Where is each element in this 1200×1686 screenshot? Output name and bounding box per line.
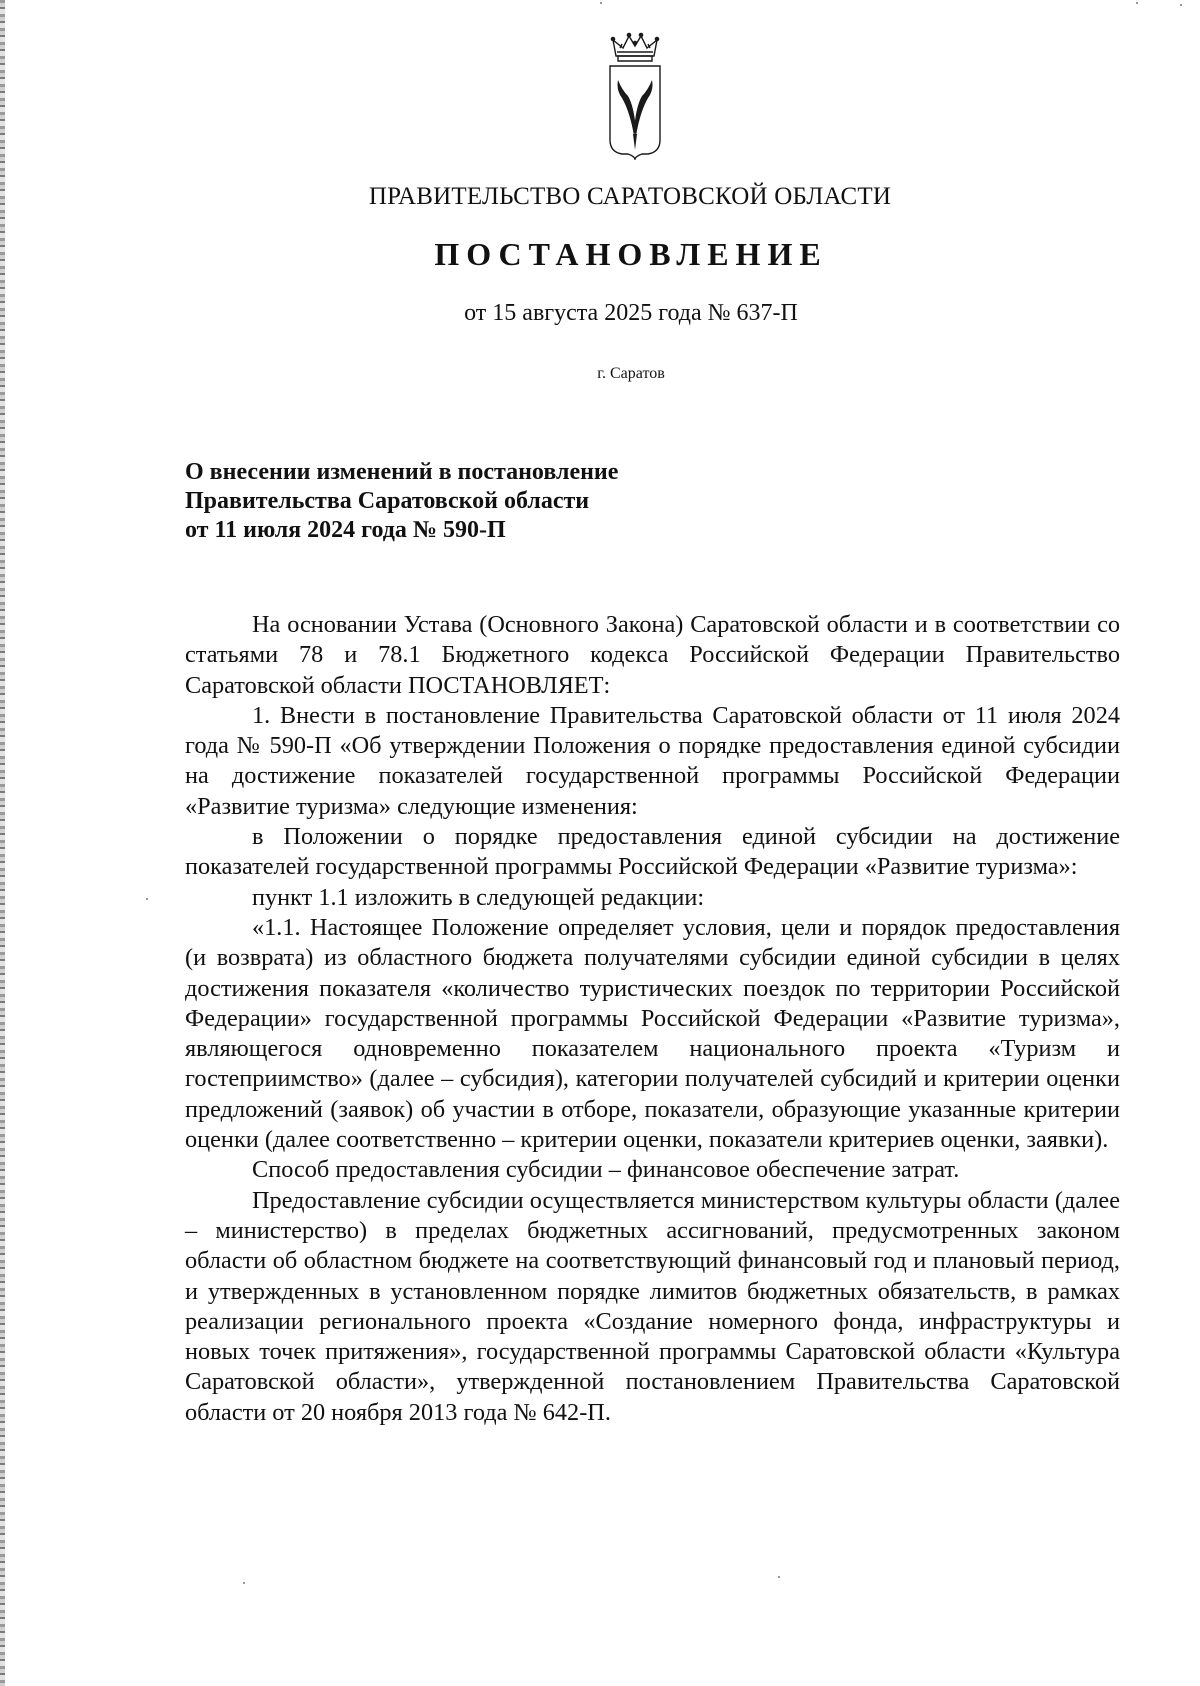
document-type: ПОСТАНОВЛЕНИЕ [434, 236, 828, 272]
document-subject [185, 458, 745, 545]
body-paragraph: «1.1. Настоящее Положение определяет условия, цели и порядок предоставления (и возврата) из областного бюджета получателями субсидии единой субсидии в целях достижения показателя «количество туристических поездок по территории Российской Федерации» государственной программы Российской Федерации «Развитие туризма», являющегося одновременно показателем национального проекта «Туризм и гостеприимство» (далее – субсидия), категории получателей субсидий и критерии оценки предложений (заявок) об участии в отборе, показатели, образующие указанные критерии оценки (далее соответственно – критерии оценки, показатели критериев оценки, заявки). [185, 913, 1120, 1154]
subject-line: от 11 июля 2024 года № 590-П [185, 517, 506, 543]
body-paragraph: пункт 1.1 изложить в следующей редакции: [252, 883, 705, 911]
document-date-number: от 15 августа 2025 года № 637-П [464, 300, 798, 326]
saratov-coat-of-arms-icon [606, 32, 664, 160]
body-paragraph: Способ предоставления субсидии – финансовое обеспечение затрат. [252, 1156, 960, 1184]
document-body [185, 610, 1120, 1428]
subject-line: О внесении изменений в постановление [185, 459, 619, 485]
body-paragraph: 1. Внести в постановление Правительства Саратовской области от 11 июля 2024 года № 590-П «Об утверждении Положения о порядке предоставления единой субсидии на достижение показателей государственной программы Российской Федерации «Развитие туризма» следующие изменения: [185, 701, 1120, 820]
body-paragraph: Предоставление субсидии осуществляется министерством культуры области (далее – министерство) в пределах бюджетных ассигнований, предусмотренных законом области об областном бюджете на соответствующий финансовый год и плановый период, и утвержденных в установленном порядке лимитов бюджетных обязательств, в рамках реализации регионального проекта «Создание номерного фонда, инфраструктуры и новых точек притяжения», государственной программы Саратовской области «Культура Саратовской области», утвержденной постановлением Правительства Саратовской области от 20 ноября 2013 года № 642-П. [185, 1186, 1120, 1426]
government-name: ПРАВИТЕЛЬСТВО САРАТОВСКОЙ ОБЛАСТИ [368, 183, 892, 210]
subject-line: Правительства Саратовской области [185, 488, 590, 514]
body-paragraph: На основании Устава (Основного Закона) Саратовской области и в соответствии со статьями 78 и 78.1 Бюджетного кодекса Российской Федерации Правительство Саратовской области ПОСТАНОВЛЯЕТ: [185, 611, 1120, 699]
body-paragraph: в Положении о порядке предоставления единой субсидии на достижение показателей государственной программы Российской Федерации «Развитие туризма»: [185, 823, 1120, 881]
document-city: г. Саратов [597, 365, 665, 382]
